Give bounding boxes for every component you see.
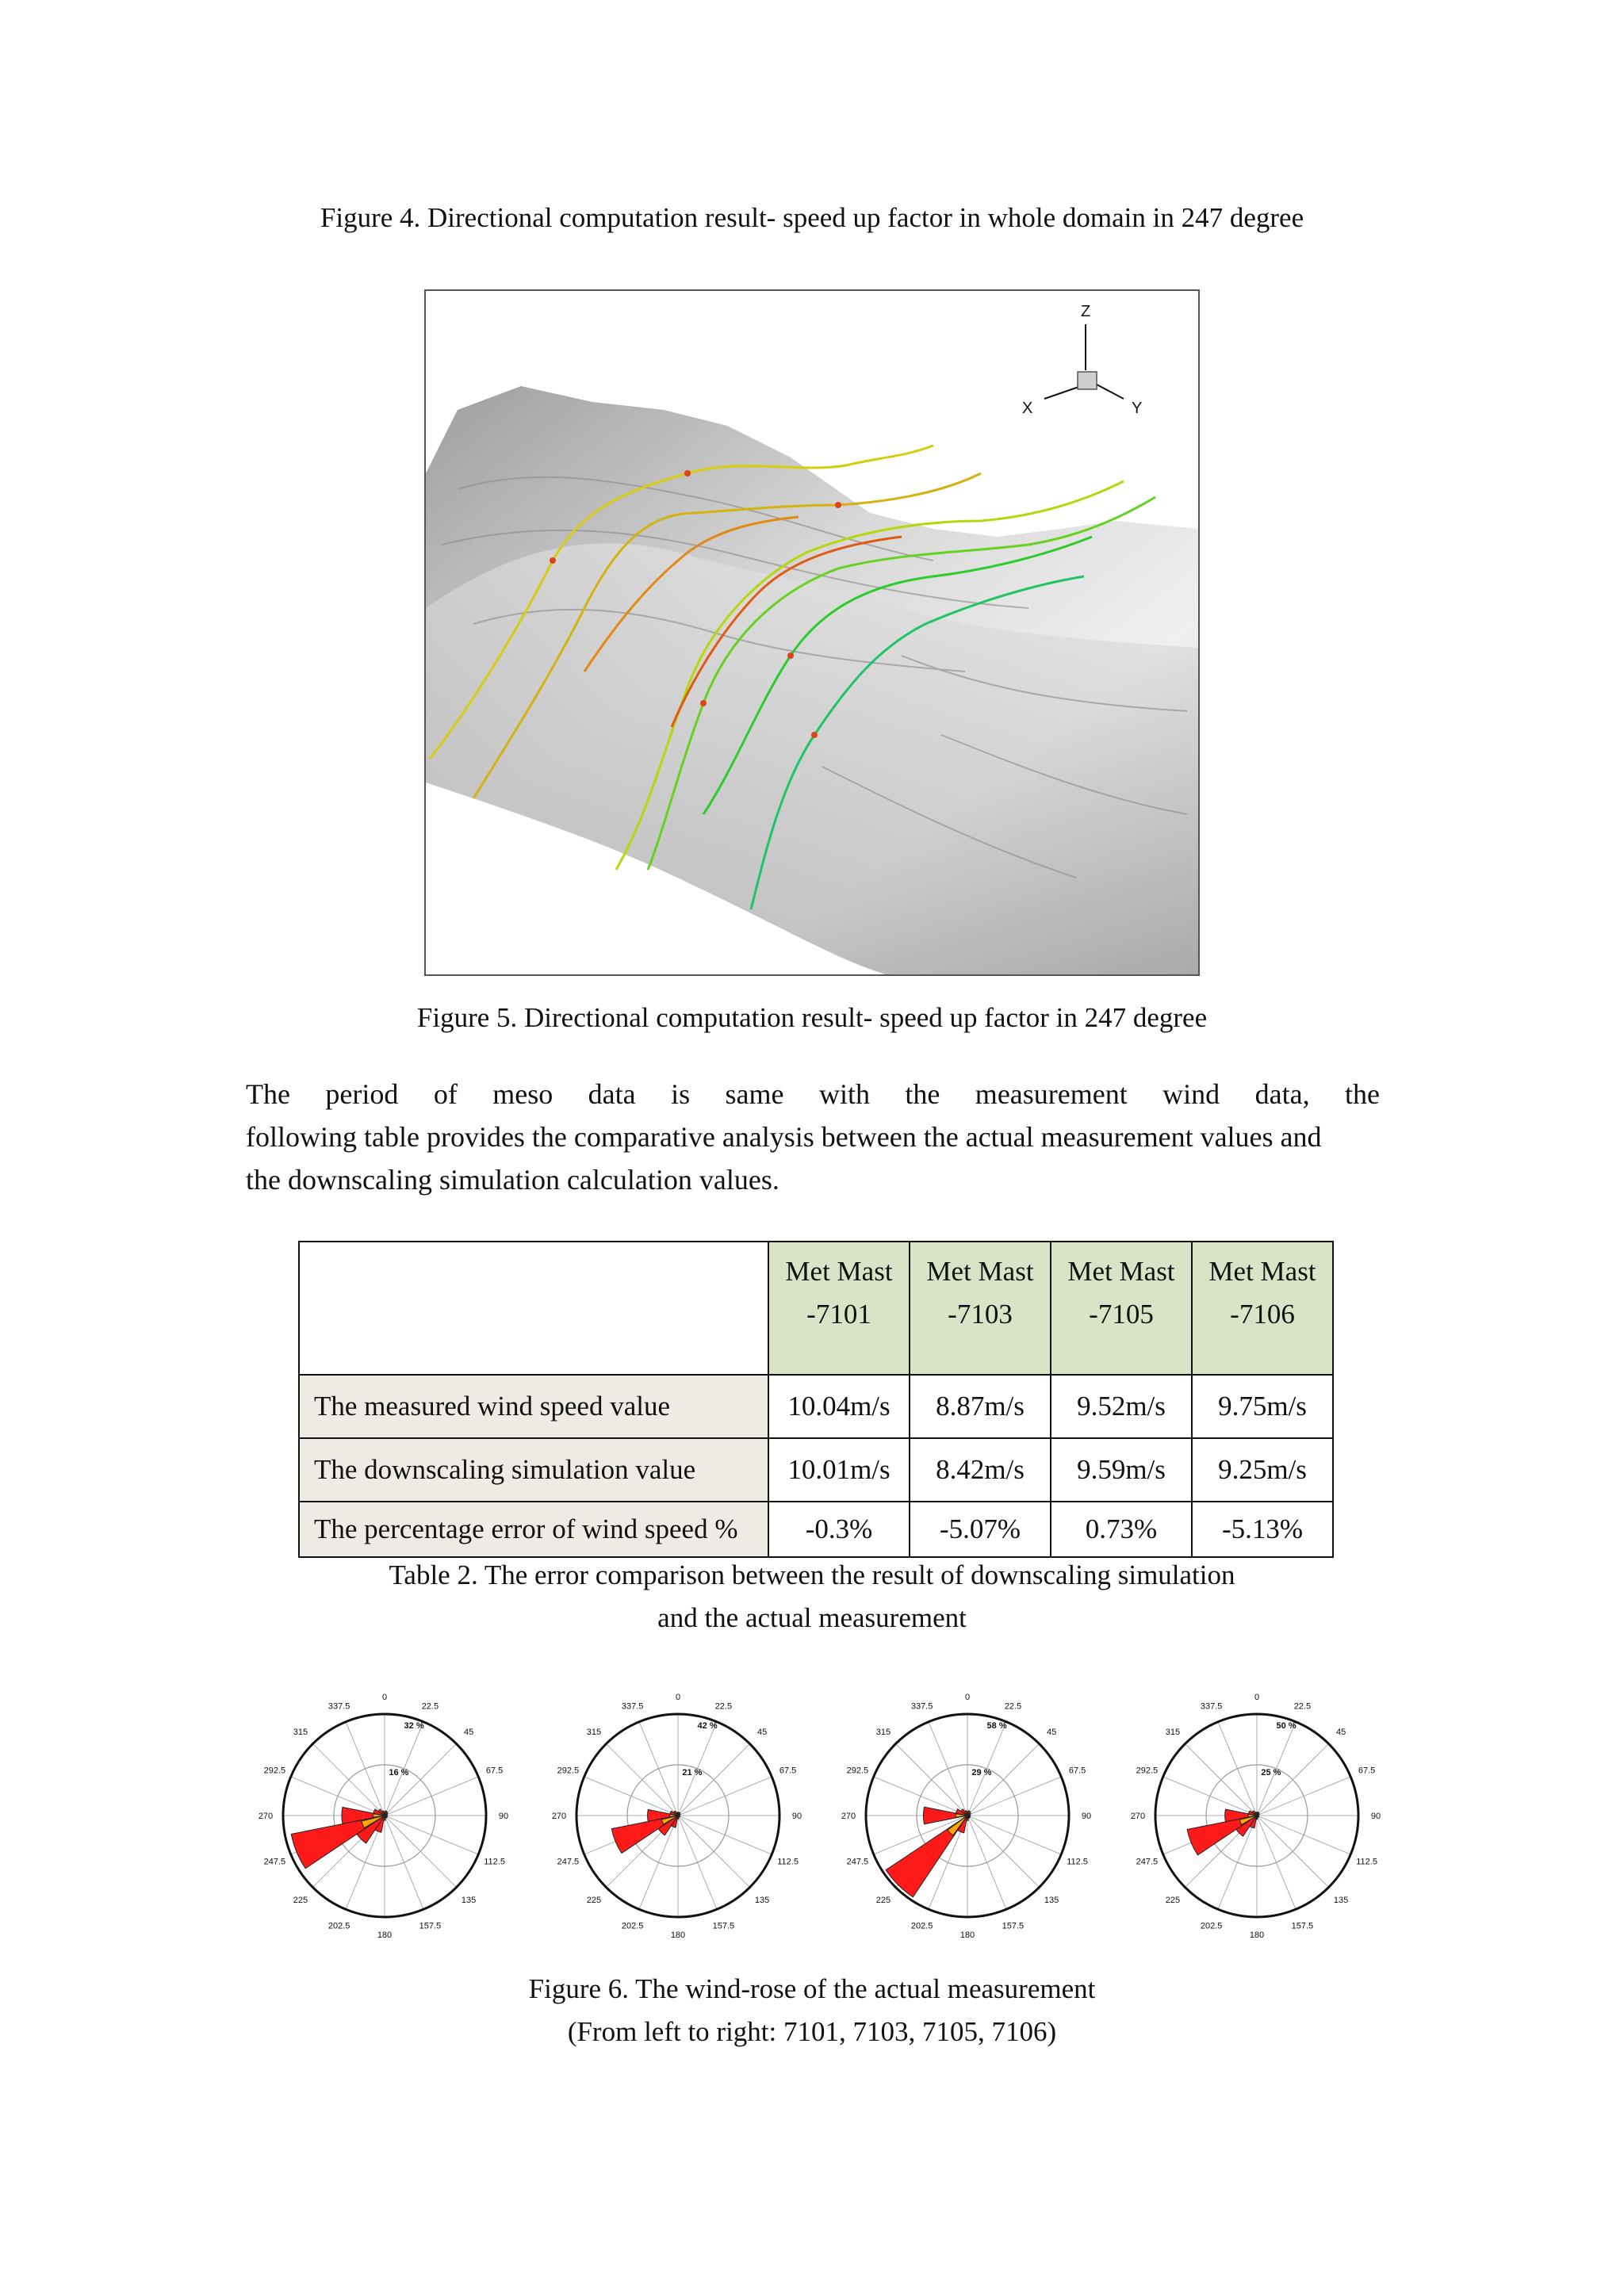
table-cell: 8.42m/s — [910, 1438, 1051, 1502]
rose-direction-label: 337.5 — [910, 1701, 933, 1712]
rose-direction-label: 337.5 — [327, 1701, 350, 1712]
rose-direction-label: 157.5 — [1291, 1921, 1314, 1931]
wind-rose-row — [250, 1681, 1384, 1966]
rose-direction-label: 22.5 — [1293, 1701, 1312, 1712]
table-header-cell — [910, 1242, 1051, 1375]
rose-direction-label: 157.5 — [1002, 1921, 1025, 1931]
rose-inner-percent-label: 29 % — [971, 1767, 992, 1777]
header-line1: Met Mast — [1208, 1256, 1316, 1287]
terrain-streamline-figure — [424, 289, 1200, 976]
rose-direction-label: 67.5 — [1358, 1766, 1376, 1776]
header-line2: -7103 — [948, 1299, 1013, 1330]
rose-outer-percent-label: 32 % — [404, 1720, 424, 1731]
row-label: The percentage error of wind speed % — [299, 1502, 768, 1557]
rose-direction-label: 315 — [875, 1727, 891, 1737]
axis-triad — [1022, 303, 1142, 417]
wind-rose-7105 — [833, 1681, 1102, 1950]
rose-direction-label: 247.5 — [846, 1857, 869, 1867]
rose-direction-label: 135 — [461, 1896, 477, 1906]
table-header-row — [299, 1242, 1333, 1375]
table-cell: 9.59m/s — [1051, 1438, 1192, 1502]
table-caption-line1: Table 2. The error comparison between the result of downscaling simulation — [389, 1559, 1235, 1590]
table-corner-cell — [299, 1242, 768, 1375]
header-line2: -7101 — [806, 1299, 871, 1330]
rose-direction-label: 112.5 — [484, 1857, 505, 1867]
body-paragraph — [246, 1073, 1380, 1201]
rose-direction-label: 292.5 — [1136, 1766, 1159, 1776]
header-line1: Met Mast — [785, 1256, 893, 1287]
table-cell: 9.25m/s — [1192, 1438, 1333, 1502]
header-line2: -7106 — [1230, 1299, 1295, 1330]
table-cell: -0.3% — [768, 1502, 910, 1557]
rose-direction-label: 22.5 — [1004, 1701, 1022, 1712]
figure-6-caption-line2: (From left to right: 7101, 7103, 7105, 7106) — [567, 2016, 1057, 2047]
figure-6-caption — [0, 1968, 1624, 2053]
rose-direction-label: 247.5 — [557, 1857, 580, 1867]
rose-direction-label: 202.5 — [1200, 1921, 1223, 1931]
figure-6-caption-line1: Figure 6. The wind-rose of the actual measurement — [528, 1973, 1096, 2004]
rose-direction-label: 67.5 — [779, 1766, 797, 1776]
rose-outer-percent-label: 42 % — [697, 1720, 718, 1731]
table-row — [299, 1438, 1333, 1502]
rose-direction-label: 247.5 — [1136, 1857, 1159, 1867]
table-header-cell — [1192, 1242, 1333, 1375]
rose-direction-label: 315 — [586, 1727, 602, 1737]
header-line1: Met Mast — [926, 1256, 1034, 1287]
rose-direction-label: 270 — [551, 1812, 567, 1821]
wind-rose-7106 — [1122, 1681, 1392, 1950]
rose-direction-label: 180 — [377, 1931, 393, 1940]
rose-direction-label: 67.5 — [1068, 1766, 1086, 1776]
table-cell: -5.13% — [1192, 1502, 1333, 1557]
rose-direction-label: 22.5 — [421, 1701, 439, 1712]
rose-direction-label: 337.5 — [621, 1701, 644, 1712]
comparison-table-wrapper — [298, 1241, 1334, 1558]
wind-rose-7103 — [543, 1681, 813, 1950]
rose-inner-percent-label: 25 % — [1261, 1767, 1281, 1777]
table-row — [299, 1375, 1333, 1438]
rose-direction-label: 157.5 — [419, 1921, 442, 1931]
rose-direction-label: 0 — [1254, 1693, 1260, 1702]
rose-direction-label: 135 — [1333, 1896, 1349, 1906]
figure-4-caption: Figure 4. Directional computation result- speed up factor in whole domain in 247 degree — [320, 202, 1304, 233]
rose-direction-label: 0 — [964, 1693, 971, 1702]
axis-y-label: Y — [1132, 400, 1143, 417]
rose-direction-label: 225 — [293, 1896, 308, 1906]
axis-x-label: X — [1022, 400, 1033, 417]
rose-direction-label: 0 — [381, 1693, 388, 1702]
table-header-cell — [768, 1242, 910, 1375]
rose-inner-percent-label: 21 % — [682, 1767, 703, 1777]
rose-direction-label: 292.5 — [557, 1766, 580, 1776]
table-cell: 9.52m/s — [1051, 1375, 1192, 1438]
rose-direction-label: 90 — [498, 1812, 509, 1821]
rose-direction-label: 135 — [754, 1896, 770, 1906]
rose-direction-label: 270 — [1130, 1812, 1146, 1821]
table-2-caption — [0, 1554, 1624, 1640]
rose-direction-label: 45 — [756, 1727, 768, 1737]
rose-direction-label: 180 — [1249, 1931, 1265, 1940]
terrain-svg — [426, 291, 1198, 974]
rose-direction-label: 337.5 — [1200, 1701, 1223, 1712]
rose-direction-label: 225 — [875, 1896, 891, 1906]
row-label: The measured wind speed value — [299, 1375, 768, 1438]
rose-outer-percent-label: 50 % — [1276, 1720, 1297, 1731]
rose-direction-label: 67.5 — [485, 1766, 504, 1776]
rose-direction-label: 180 — [959, 1931, 975, 1940]
table-cell: 10.04m/s — [768, 1375, 910, 1438]
rose-direction-label: 45 — [1335, 1727, 1346, 1737]
rose-direction-label: 112.5 — [777, 1857, 799, 1867]
paragraph-line-1: The period of meso data is same with the measurement wind data, the — [246, 1078, 1380, 1110]
table-cell: 0.73% — [1051, 1502, 1192, 1557]
header-line2: -7105 — [1089, 1299, 1154, 1330]
wind-rose-7101 — [250, 1681, 519, 1950]
axis-z-label: Z — [1081, 303, 1091, 320]
rose-direction-label: 225 — [586, 1896, 602, 1906]
rose-direction-label: 315 — [293, 1727, 308, 1737]
rose-direction-label: 202.5 — [621, 1921, 644, 1931]
row-label: The downscaling simulation value — [299, 1438, 768, 1502]
paragraph-line-3: the downscaling simulation calculation values. — [246, 1164, 779, 1196]
table-cell: 9.75m/s — [1192, 1375, 1333, 1438]
rose-direction-label: 90 — [1370, 1812, 1381, 1821]
table-header-cell — [1051, 1242, 1192, 1375]
table-cell: -5.07% — [910, 1502, 1051, 1557]
rose-direction-label: 247.5 — [263, 1857, 286, 1867]
rose-direction-label: 45 — [1046, 1727, 1057, 1737]
rose-direction-label: 292.5 — [263, 1766, 286, 1776]
rose-direction-label: 315 — [1165, 1727, 1181, 1737]
table-cell: 8.87m/s — [910, 1375, 1051, 1438]
table-caption-line2: and the actual measurement — [657, 1602, 967, 1633]
rose-direction-label: 202.5 — [910, 1921, 933, 1931]
rose-direction-label: 112.5 — [1067, 1857, 1088, 1867]
rose-direction-label: 202.5 — [327, 1921, 350, 1931]
rose-direction-label: 180 — [670, 1931, 686, 1940]
rose-direction-label: 0 — [675, 1693, 681, 1702]
figure-5-caption: Figure 5. Directional computation result- speed up factor in 247 degree — [416, 1002, 1208, 1033]
rose-direction-label: 112.5 — [1356, 1857, 1377, 1867]
comparison-table — [298, 1241, 1334, 1558]
rose-direction-label: 90 — [1081, 1812, 1092, 1821]
table-cell: 10.01m/s — [768, 1438, 910, 1502]
header-line1: Met Mast — [1067, 1256, 1175, 1287]
rose-direction-label: 292.5 — [846, 1766, 869, 1776]
table-row — [299, 1502, 1333, 1557]
rose-direction-label: 135 — [1044, 1896, 1059, 1906]
rose-outer-percent-label: 58 % — [986, 1720, 1007, 1731]
rose-inner-percent-label: 16 % — [389, 1767, 409, 1777]
rose-direction-label: 22.5 — [714, 1701, 733, 1712]
rose-direction-label: 225 — [1165, 1896, 1181, 1906]
rose-direction-label: 45 — [463, 1727, 474, 1737]
rose-direction-label: 157.5 — [712, 1921, 735, 1931]
rose-direction-label: 90 — [791, 1812, 802, 1821]
paragraph-line-2: following table provides the comparative analysis between the actual measurement values and — [246, 1121, 1322, 1153]
rose-direction-label: 270 — [258, 1812, 274, 1821]
rose-direction-label: 270 — [841, 1812, 856, 1821]
